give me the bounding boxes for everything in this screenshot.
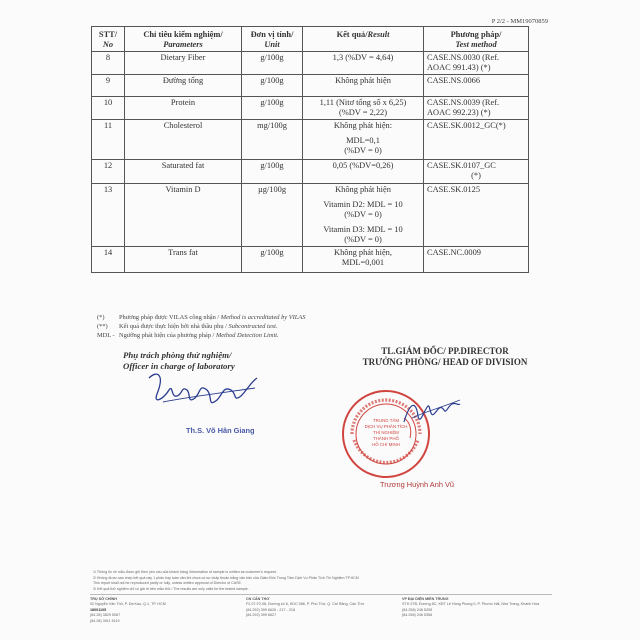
row-result [303,75,424,97]
row-unit: g/100g [242,97,303,120]
table-row [92,52,529,75]
row-result [303,247,424,273]
result-line: Không phát hiện, [334,248,392,257]
row-parameter: Trans fat [125,247,242,273]
result-line: Không phát hiện [335,185,391,194]
row-stt: 13 [92,184,125,247]
method-line: CASE.NS.0030 (Ref. [427,53,500,62]
result-line: Không phát hiện [335,76,391,85]
director-title-2: TRƯỞNG PHÒNG/ HEAD OF DIVISION [362,357,528,367]
method-line: CASE.NS.0039 (Ref. [427,98,500,107]
row-result [303,97,424,120]
method-line: CASE.SK.0125 [427,185,481,194]
footnotes [93,570,553,592]
lab-officer-title-en: Officer in charge of laboratory [123,361,235,371]
svg-text:TRUNG TÂM: TRUNG TÂM [372,418,400,423]
table-row [92,160,529,184]
row-method [424,160,529,184]
svg-text:DỊCH VỤ PHÂN TÍCH: DỊCH VỤ PHÂN TÍCH [364,424,408,429]
footer-central: VP ĐẠI DIỆN MIỀN TRUNG STH 27B, Đường 8C, KĐT Lê Hồng Phong II, P. Phước Hải, Nha Trang, Khánh Hòa (84.258) 246 5255 (84.258) 246 5356 [402,597,540,618]
result-line: MDL=0,1 [346,136,380,145]
row-unit: mg/100g [242,120,303,160]
result-line: 0,05 (%DV=0,26) [332,161,394,170]
notes [97,313,305,340]
footnote: This report shall not be reproduced partly or fully, unless written approval of Director of CASE. [93,581,242,586]
table-row [92,97,529,120]
row-stt: 12 [92,160,125,184]
row-parameter: Saturated fat [125,160,242,184]
table-row [92,75,529,97]
row-method [424,52,529,75]
row-result [303,52,424,75]
row-stt: 11 [92,120,125,160]
method-line: AOAC 992.23) (*) [427,108,491,117]
results-table [91,26,529,273]
director-block [340,346,550,367]
note-row: MDL - Ngưỡng phát hiện của phương pháp / Method Detection Limit. [97,332,279,339]
page-number: P 2/2 - MM19070859 [491,18,548,25]
method-line: CASE.SK.0107_GC [427,161,496,170]
lab-officer-title-vi: Phụ trách phòng thử nghiệm/ [123,350,232,360]
method-line: CASE.SK.0012_GC(*) [427,121,506,130]
method-line: (*) [471,171,481,180]
row-stt: 14 [92,247,125,273]
svg-text:THÍ NGHIỆM: THÍ NGHIỆM [373,430,399,435]
row-parameter: Cholesterol [125,120,242,160]
result-line: 1,11 (Nitơ tổng số x 6,25) [319,98,407,107]
row-result [303,160,424,184]
director-title-1: TL.GIÁM ĐỐC/ PP.DIRECTOR [381,346,509,356]
svg-text:THÀNH PHỐ: THÀNH PHỐ [373,436,399,441]
table-body [92,52,529,273]
row-unit: µg/100g [242,184,303,247]
result-line: Không phát hiện: [333,121,393,130]
row-stt: 8 [92,52,125,75]
result-line: (%DV = 0) [344,210,382,219]
row-result [303,120,424,160]
row-method [424,97,529,120]
row-result [303,184,424,247]
table-row [92,184,529,247]
row-unit: g/100g [242,52,303,75]
method-line: CASE.NS.0066 [427,76,481,85]
result-line: Vitamin D2: MDL = 10 [323,200,403,209]
footer-divider [90,594,552,595]
header-method: Phương pháp/ Test method [424,27,529,52]
lab-officer-signature [143,364,263,412]
director-name: Trương Huỳnh Anh Vũ [380,480,455,489]
header-unit: Đơn vị tính/ Unit [242,27,303,52]
row-method [424,247,529,273]
row-method [424,120,529,160]
row-parameter: Dietary Fiber [125,52,242,75]
row-stt: 10 [92,97,125,120]
header-result: Kết quả/Result [303,27,424,52]
result-line: (%DV = 0) [344,235,382,244]
row-parameter: Vitamin D [125,184,242,247]
header-stt: STT/ No [92,27,125,52]
note-row: (**) Kết quả được thực hiện bởi nhà thầu phụ / Subcontracted test. [97,323,278,330]
row-unit: g/100g [242,247,303,273]
result-line: 1,3 (%DV = 4,64) [332,53,394,62]
footnote: 1/ Thông tin về mẫu được ghi theo yêu cầu của khách hàng /Information of sample is written as customer's request. [93,570,277,574]
result-line: (%DV = 0) [344,146,382,155]
footer-can-tho: CN CẦN THƠ F2.07-F2.08, Đường số 6, KDC 586, P. Phú Thứ, Q. Cái Răng, Cần Thơ (84.292) 399 6626 - 217 - 218 (84.292) 399 6627 [246,597,364,618]
row-method [424,75,529,97]
footer-head-office: TRỤ SỞ CHÍNH 02 Nguyễn Văn Thủ, P. Đa Kao, Q.1, TP. HCM 18001105 (84.28) 3829 5087 (84.28) 3911 5119 [90,597,166,623]
table-row [92,120,529,160]
row-parameter: Đường tổng [125,75,242,97]
method-line: AOAC 991.43) (*) [427,63,491,72]
director-signature [400,392,464,432]
row-method [424,184,529,247]
row-parameter: Protein [125,97,242,120]
note-row: (*) Phương pháp được VILAS công nhận / Method is accreditated by VILAS [97,314,306,321]
svg-text:HỒ CHÍ MINH: HỒ CHÍ MINH [372,442,400,447]
row-unit: g/100g [242,160,303,184]
table-header-row [92,27,529,52]
result-line: MDL=0,001 [341,258,385,267]
table-row [92,247,529,273]
footnote: 2/ Không được sao chép kết quả này 1 phần hay toàn văn khi chưa có sự chấp thuận bằng văn bản của Giám Đốc Trung Tâm Dịch Vụ Phân Tích Thí Nghiệm TP.HCM [93,575,359,580]
footnote: 3/ Kết quả thử nghiệm chỉ có giá trị trên mẫu thử / The results are only valid for the tested sample. [93,586,249,591]
row-stt: 9 [92,75,125,97]
method-line: CASE.NC.0009 [427,248,481,257]
result-line: Vitamin D3: MDL = 10 [323,225,403,234]
lab-officer-name: Th.S. Võ Hân Giang [186,426,255,435]
row-unit: g/100g [242,75,303,97]
header-parameter: Chỉ tiêu kiểm nghiệm/ Parameters [125,27,242,52]
result-line: (%DV = 2,22) [338,108,388,117]
